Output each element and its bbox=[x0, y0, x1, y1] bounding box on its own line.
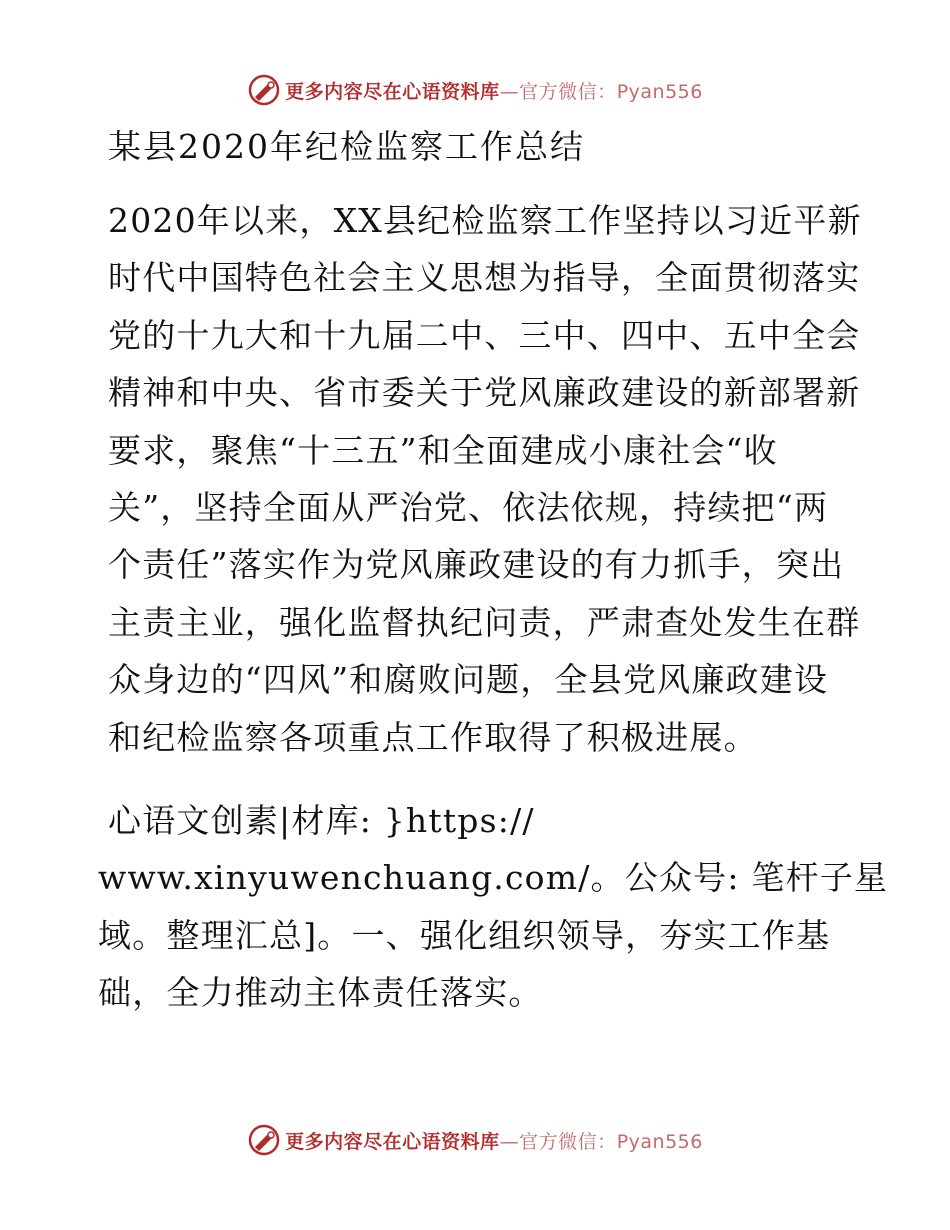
body-paragraph-2 bbox=[98, 792, 889, 1022]
brand-logo-icon bbox=[247, 1123, 281, 1157]
banner-dash: — bbox=[499, 80, 520, 103]
footer-watermark-banner bbox=[0, 1122, 950, 1158]
document-title: 某县2020年纪检监察工作总结 bbox=[108, 127, 585, 166]
banner-sub-text: 官方微信： bbox=[519, 80, 617, 103]
banner-main-text: 更多内容尽在心语资料库 bbox=[285, 80, 500, 103]
banner-main-text: 更多内容尽在心语资料库 bbox=[285, 1130, 500, 1153]
paragraph-line: 心语文创素|材库: }https:// bbox=[108, 801, 535, 840]
paragraph-line-url: www.xinyuwenchuang.com/。公众号: 笔杆子星 bbox=[98, 858, 889, 898]
paragraph-line: 要求，聚焦“十三五”和全面建成小康社会“收 bbox=[108, 430, 778, 470]
paragraph-line: 和纪检监察各项重点工作取得了积极进展。 bbox=[108, 717, 758, 757]
paragraph-line: 时代中国特色社会主义思想为指导，全面贯彻落实 bbox=[108, 258, 861, 298]
paragraph-line: 党的十九大和十九届二中、三中、四中、五中全会 bbox=[108, 315, 861, 355]
paragraph-line: 关”，坚持全面从严治党、依法依规，持续把“两 bbox=[108, 488, 829, 528]
paragraph-line: 域。整理汇总]。一、强化组织领导，夯实工作基 bbox=[98, 915, 831, 955]
header-watermark-banner bbox=[0, 72, 950, 108]
paragraph-line: 个责任”落实作为党风廉政建设的有力抓手，突出 bbox=[108, 545, 845, 585]
paragraph-line: 2020年以来，XX县纪检监察工作坚持以习近平新 bbox=[108, 201, 862, 240]
banner-wechat-id: Pyan556 bbox=[616, 80, 703, 103]
paragraph-line: 主责主业，强化监督执纪问责，严肃查处发生在群 bbox=[108, 602, 861, 642]
paragraph-line: 础，全力推动主体责任落实。 bbox=[98, 973, 543, 1013]
banner-sub-text: 官方微信： bbox=[519, 1130, 617, 1153]
brand-logo-icon bbox=[247, 73, 281, 107]
body-paragraph-1 bbox=[98, 192, 862, 766]
banner-wechat-id: Pyan556 bbox=[616, 1130, 703, 1153]
paragraph-line: 精神和中央、省市委关于党风廉政建设的新部署新 bbox=[108, 373, 861, 413]
banner-text bbox=[285, 1127, 703, 1154]
paragraph-line: 众身边的“四风”和腐败问题，全县党风廉政建设 bbox=[108, 660, 829, 700]
banner-text bbox=[285, 77, 703, 104]
banner-dash: — bbox=[499, 1130, 520, 1153]
